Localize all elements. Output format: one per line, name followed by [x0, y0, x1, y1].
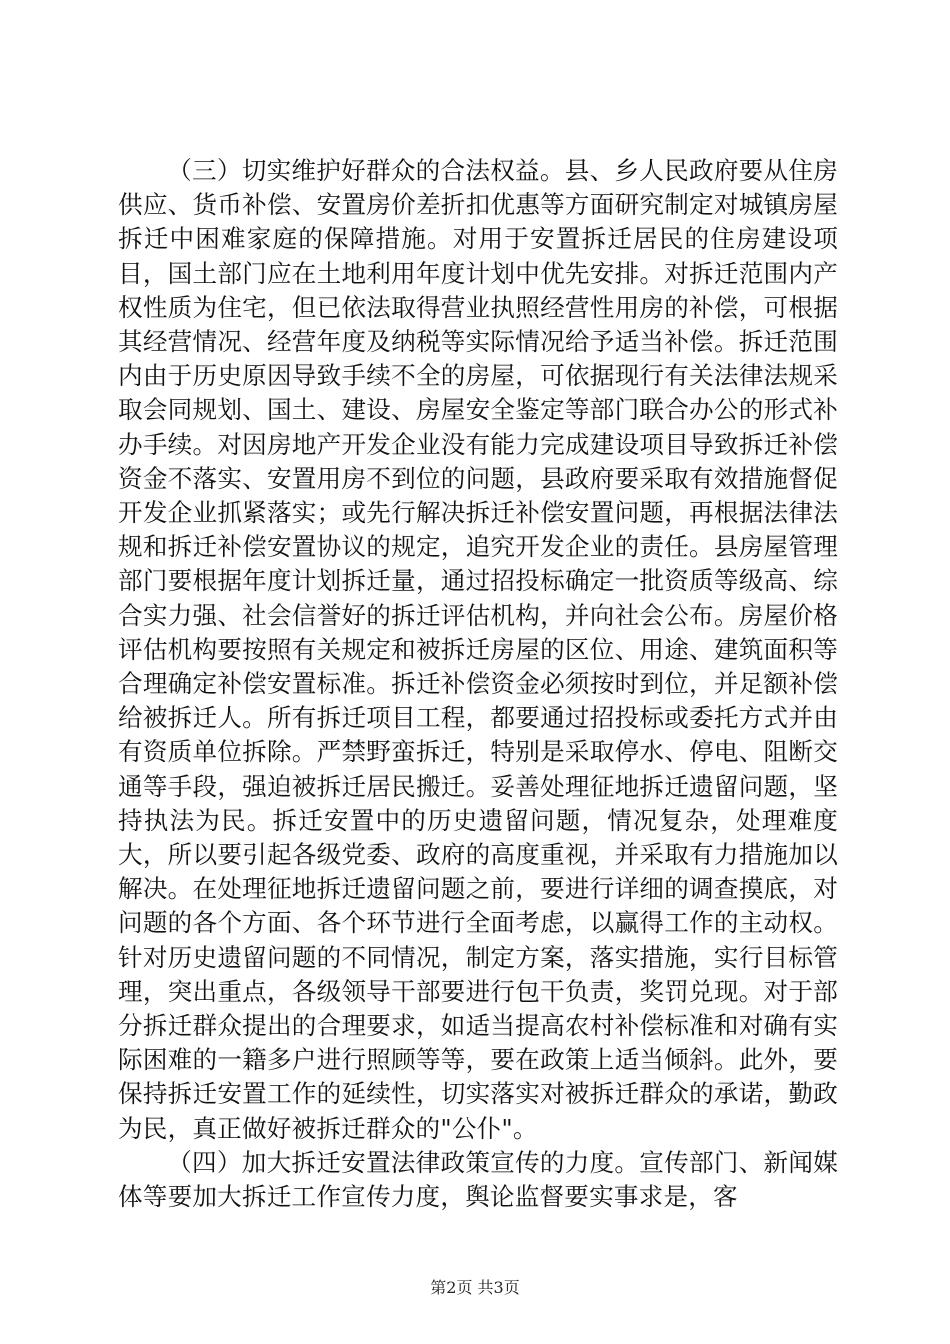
paragraph-3: （三）切实维护好群众的合法权益。县、乡人民政府要从住房供应、货币补偿、安置房价差折扣优惠等方面研究制定对城镇房屋拆迁中困难家庭的保障措施。对用于安置拆迁居民的住房建设项目，国土部门应在土地利用年度计划中优先安排。对拆迁范围内产权性质为住宅，但已依法取得营业执照经营性用房的补偿，可根据其经营情况、经营年度及纳税等实际情况给予适当补偿。拆迁范围内由于历史原因导致手续不全的房屋，可依据现行有关法律法规采取会同规划、国土、建设、房屋安全鉴定等部门联合办公的形式补办手续。对因房地产开发企业没有能力完成建设项目导致拆迁补偿资金不落实、安置用房不到位的问题，县政府要采取有效措施督促开发企业抓紧落实；或先行解决拆迁补偿安置问题，再根据法律法规和拆迁补偿安置协议的规定，追究开发企业的责任。县房屋管理部门要根据年度计划拆迁量，通过招投标确定一批资质等级高、综合实力强、社会信誉好的拆迁评估机构，并向社会公布。房屋价格评估机构要按照有关规定和被拆迁房屋的区位、用途、建筑面积等合理确定补偿安置标准。拆迁补偿资金必须按时到位，并足额补偿给被拆迁人。所有拆迁项目工程，都要通过招投标或委托方式并由有资质单位拆除。严禁野蛮拆迁，特别是采取停水、停电、阻断交通等手段，强迫被拆迁居民搬迁。妥善处理征地拆迁遗留问题，坚持执法为民。拆迁安置中的历史遗留问题，情况复杂，处理难度大，所以要引起各级党委、政府的高度重视，并采取有力措施加以解决。在处理征地拆迁遗留问题之前，要进行详细的调查摸底，对问题的各个方面、各个环节进行全面考虑，以赢得工作的主动权。针对历史遗留问题的不同情况，制定方案，落实措施，实行目标管理，突出重点，各级领导干部要进行包干负责，奖罚兑现。对于部分拆迁群众提出的合理要求，如适当提高农村补偿标准和对确有实际困难的一籍多户进行照顾等等，要在政策上适当倾斜。此外，要保持拆迁安置工作的延续性，切实落实对被拆迁群众的承诺，勤政为民，真正做好被拆迁群众的"公仆"。	[118, 156, 838, 1143]
document-body	[118, 154, 838, 1214]
page-footer: 第2页 共3页	[430, 1278, 520, 1297]
paragraph-4: （四）加大拆迁安置法律政策宣传的力度。宣传部门、新闻媒体等要加大拆迁工作宣传力度，舆论监督要实事求是，客	[118, 1147, 838, 1212]
